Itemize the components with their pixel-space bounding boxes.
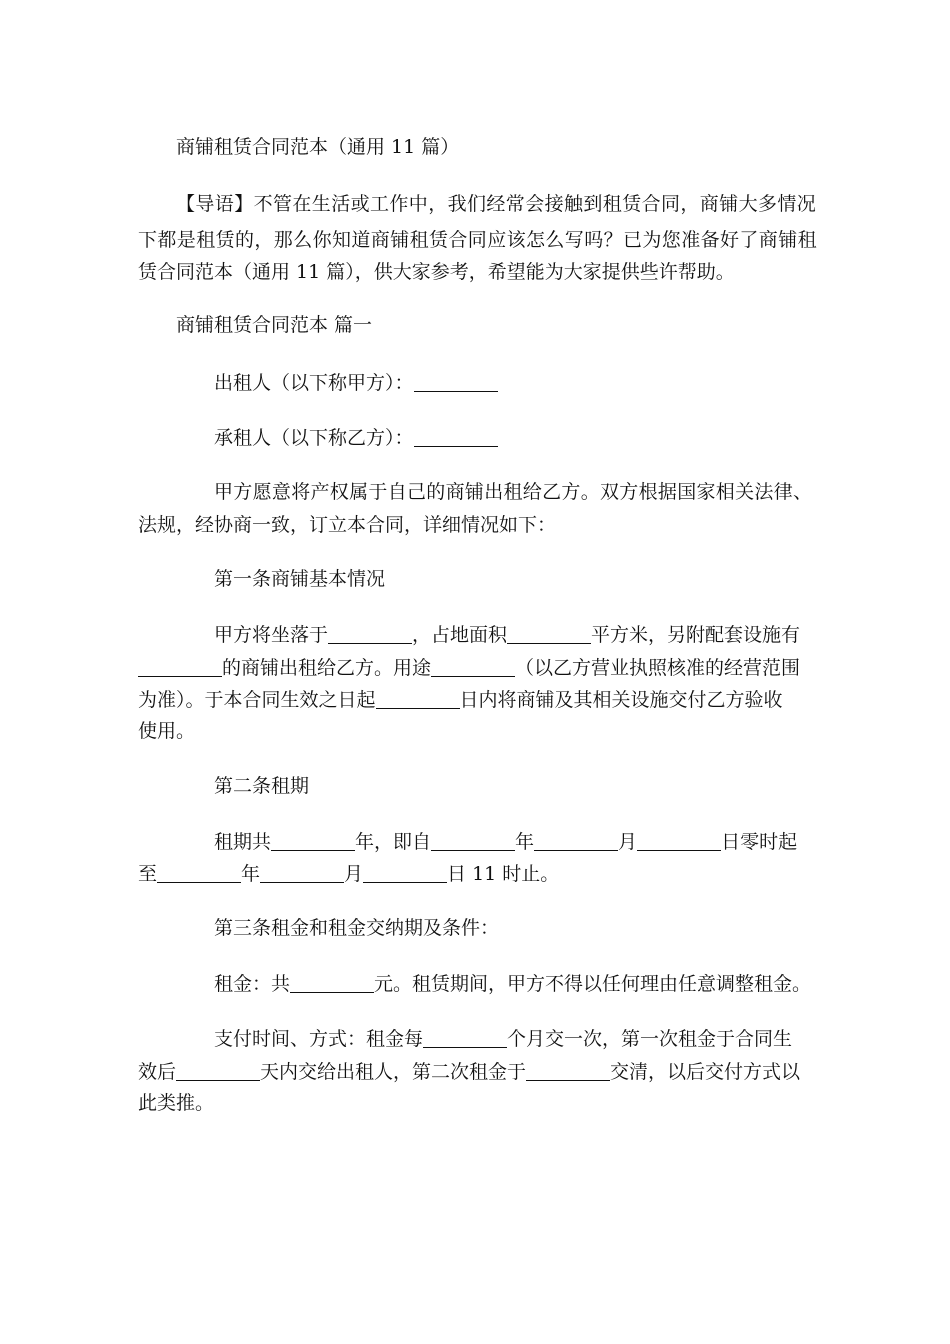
purpose-blank	[431, 658, 515, 677]
payment-text-a: 支付时间、方式：租金每	[214, 1028, 424, 1050]
art2-text-i: 日 11 时止。	[447, 863, 560, 885]
lessor-label: 出租人（以下称甲方）：	[214, 372, 414, 394]
payment-text-b: 个月交一次，第一次租金于合同生	[507, 1028, 793, 1050]
article-1-line-3	[138, 690, 783, 710]
rent-text-b: 元。租赁期间，甲方不得以任何理由任意调整租金。	[374, 973, 812, 995]
lessee-line	[214, 428, 498, 448]
article-2-heading: 第二条租期	[214, 775, 310, 797]
art2-text-f: 至	[138, 863, 158, 885]
article-2-line-1	[214, 832, 797, 852]
article-2-line-2	[138, 864, 559, 884]
payment-line-3: 此类推。	[138, 1092, 215, 1114]
article-1-line-2	[138, 658, 800, 678]
end-year-blank	[157, 864, 241, 883]
area-blank	[507, 625, 591, 644]
end-month-blank	[260, 864, 344, 883]
rent-text-a: 租金：共	[214, 973, 291, 995]
location-blank	[328, 625, 412, 644]
start-year-blank	[431, 832, 515, 851]
art2-text-g: 年	[241, 863, 261, 885]
article-1-heading: 第一条商铺基本情况	[214, 568, 386, 590]
second-payment-blank	[526, 1062, 610, 1081]
intro-line-3: 赁合同范本（通用 11 篇），供大家参考，希望能为大家提供些许帮助。	[138, 261, 735, 283]
payment-text-e: 交清，以后交付方式以	[610, 1061, 801, 1083]
lessor-line	[214, 373, 498, 393]
art2-text-e: 日零时起	[721, 831, 798, 853]
start-day-blank	[637, 832, 721, 851]
art2-text-b: 年，即自	[355, 831, 432, 853]
lessee-label: 承租人（以下称乙方）：	[214, 427, 414, 449]
term-years-blank	[271, 832, 355, 851]
art1-text-c: 平方米，另附配套设施有	[591, 624, 801, 646]
start-month-blank	[534, 832, 618, 851]
payment-months-blank	[423, 1029, 507, 1048]
art1-text-a: 甲方将坐落于	[214, 624, 329, 646]
lessee-blank	[414, 428, 498, 447]
payment-line-2	[138, 1062, 800, 1082]
facilities-blank	[138, 658, 222, 677]
rent-amount-blank	[290, 974, 374, 993]
article-3-heading: 第三条租金和租金交纳期及条件：	[214, 917, 500, 939]
payment-text-d: 天内交给出租人，第二次租金于	[260, 1061, 527, 1083]
intro-line-2: 下都是租赁的，那么你知道商铺租赁合同应该怎么写吗？已为您准备好了商铺租	[138, 229, 818, 251]
document-title: 商铺租赁合同范本（通用 11 篇）	[176, 136, 460, 158]
art2-text-d: 月	[618, 831, 638, 853]
payment-line-1	[214, 1029, 792, 1049]
rent-line	[214, 974, 811, 994]
art1-text-f: 为准）。于本合同生效之日起	[138, 689, 376, 711]
section-heading: 商铺租赁合同范本 篇一	[176, 314, 373, 336]
end-day-blank	[363, 864, 447, 883]
lessor-blank	[414, 373, 498, 392]
art1-text-g: 日内将商铺及其相关设施交付乙方验收	[459, 689, 783, 711]
art1-text-d: 的商铺出租给乙方。用途	[222, 657, 432, 679]
first-payment-days-blank	[176, 1062, 260, 1081]
preamble-line-2: 法规，经协商一致，订立本合同，详细情况如下：	[138, 514, 557, 536]
art2-text-a: 租期共	[214, 831, 272, 853]
preamble-line-1: 甲方愿意将产权属于自己的商铺出租给乙方。双方根据国家相关法律、	[214, 481, 813, 503]
handover-days-blank	[376, 690, 460, 709]
art2-text-c: 年	[515, 831, 535, 853]
article-1-line-4: 使用。	[138, 720, 196, 742]
payment-text-c: 效后	[138, 1061, 177, 1083]
article-1-line-1	[214, 625, 800, 645]
intro-line-1: 【导语】不管在生活或工作中，我们经常会接触到租赁合同，商铺大多情况	[176, 193, 817, 215]
art1-text-e: （以乙方营业执照核准的经营范围	[515, 657, 801, 679]
art1-text-b: ，占地面积	[412, 624, 508, 646]
art2-text-h: 月	[344, 863, 364, 885]
